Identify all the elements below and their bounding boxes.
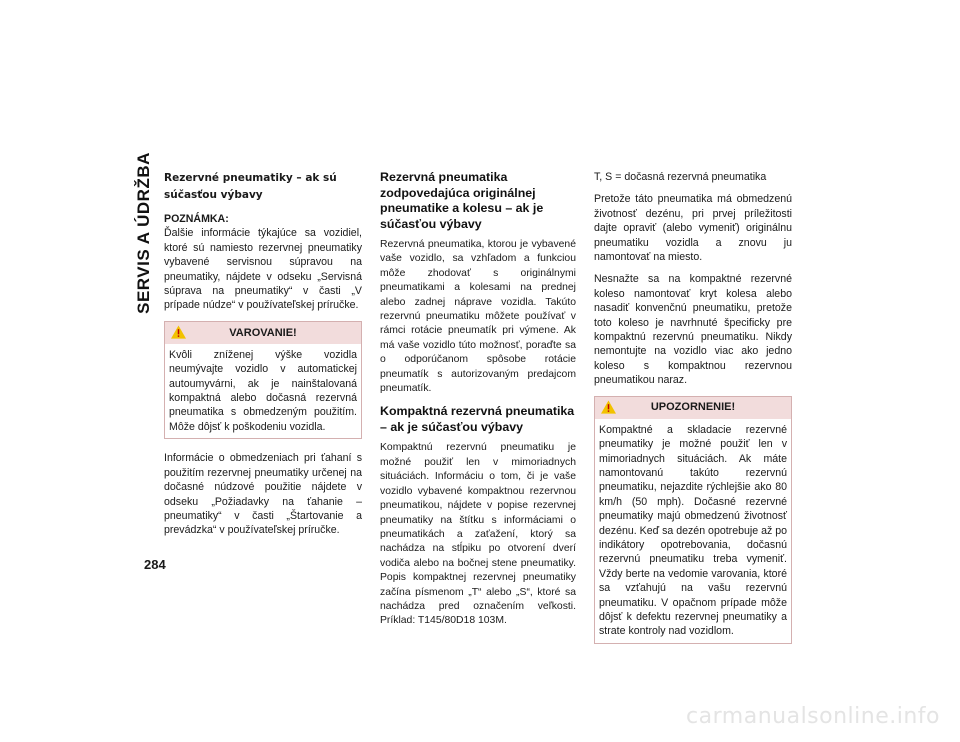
caution-title: UPOZORNENIE! [650, 401, 736, 414]
matching-spare-heading: Rezervná pneumatika zodpovedajúca originálnej pneumatike a kolesu – ak je súčasťou výbavy [380, 170, 544, 231]
warning-text: Kvôli zníženej výške vozidla neumývajte vozidlo v automatickej autoumyvárni, ak je nainštalovaná kompaktná alebo dočasná rezervná pneumatika s obmedzeným použitím. Môže dôjsť k poškodeniu vozidla. [169, 348, 357, 433]
wheel-cover-paragraph: Nesnažte sa na kompaktné rezervné koleso namontovať kryt kolesa alebo nasadiť konvenčnú pneumatiku, pretože toto koleso je navrhnuté špecificky pre kompaktnú rezervnú pneumatiku. Nikdy nemontujte na vozidlo viac ako jedno koleso s kompaktnou rezervnou pneumatikou naraz. [594, 273, 792, 387]
column-2 [380, 170, 576, 637]
caution-triangle-icon [601, 400, 616, 414]
tread-life-paragraph: Pretože táto pneumatika má obmedzenú životnosť dezénu, pri prvej príležitosti dajte opraviť (alebo vymeniť) originálnu pneumatiku vozidla a znovu ju namontovať na miesto. [594, 193, 792, 264]
matching-spare-paragraph: Rezervná pneumatika, ktorou je vybavené vaše vozidlo, sa vzhľadom a funkciou môže zhodovať s originálnymi pneumatikami a kolesami na prednej alebo zadnej náprave vozidla. Takúto rezervnú pneumatiku môžete používať v rámci rotácie pneumatík pri výmene. Ak má vaše vozidlo túto možnosť, poraďte sa o odporúčanom spôsobe rotácie pneumatík s autorizovaným predajcom pneumatík. [380, 239, 576, 395]
column-3 [594, 170, 792, 656]
caution-box [594, 396, 792, 644]
compact-spare-paragraph: Kompaktnú rezervnú pneumatiku je možné použiť len v mimoriadnych situáciách. Informáciu o tom, či je vaše vozidlo vybavené kompaktnou rezervnou pneumatikou, nájdete v popise rezervnej pneumatiky na štítku s informáciami o pneumatikách a zaťažení, ktorý sa nachádza na stĺpiku po otvorení dverí vodiča alebo na bočnej stene pneumatiky. Popis kompaktnej rezervnej pneumatiky začína písmenom „T“ alebo „S“, ktoré sa nachádza pred označením veľkosti. Príklad: T145/80D18 103M. [380, 442, 576, 627]
warning-box [164, 321, 362, 439]
caution-header [595, 397, 791, 419]
note-text: Ďalšie informácie týkajúce sa vozidiel, ktoré sú namiesto rezervnej pneumatiky vybavené servisnou súpravou na pneumatiky, nájdete v odseku „Servisná súprava na pneumatiky“ v časti „V prípade núdze“ v používateľskej príručke. [164, 227, 362, 312]
spare-tires-heading: Rezervné pneumatiky – ak sú súčasťou výbavy [164, 172, 337, 201]
warning-title: VAROVANIE! [229, 326, 297, 339]
section-side-tab [128, 151, 160, 314]
caution-text: Kompaktné a skladacie rezervné pneumatiky je možné použiť len v mimoriadnych situáciách. Ak máte namontovanú takúto rezervnú pneumatiku, nejazdite rýchlejšie ako 80 km/h (50 mph). Dočasné rezervné pneumatiky majú obmedzenú životnosť dezénu. Keď sa dezén opotrebuje až po indikátory opotrebovania, dočasnú rezervnú pneumatiku treba vymeniť. Vždy berte na vedomie varovania, ktoré sa vzťahujú na vašu rezervnú pneumatiku. V opačnom prípade môže dôjsť k defektu rezervnej pneumatiky a strate kontroly nad vozidlom. [599, 423, 787, 638]
towing-info-paragraph: Informácie o obmedzeniach pri ťahaní s použitím rezervnej pneumatiky určenej na dočasné núdzové použitie nájdete v odseku „Požiadavky na ťahanie – pneumatiky“ v časti „Štartovanie a prevádzka“ v používateľskej príručke. [164, 452, 362, 537]
page-number: 284 [144, 557, 166, 572]
section-title: SERVIS A ÚDRŽBA [134, 151, 153, 314]
column-1 [164, 170, 362, 546]
warning-header [165, 322, 361, 344]
watermark: carmanualsonline.info [686, 704, 940, 729]
compact-spare-heading: Kompaktná rezervná pneumatika – ak je súčasťou výbavy [380, 404, 575, 434]
note-title: POZNÁMKA: [164, 213, 229, 225]
ts-definition: T, S = dočasná rezervná pneumatika [594, 171, 767, 183]
warning-triangle-icon [171, 325, 186, 339]
